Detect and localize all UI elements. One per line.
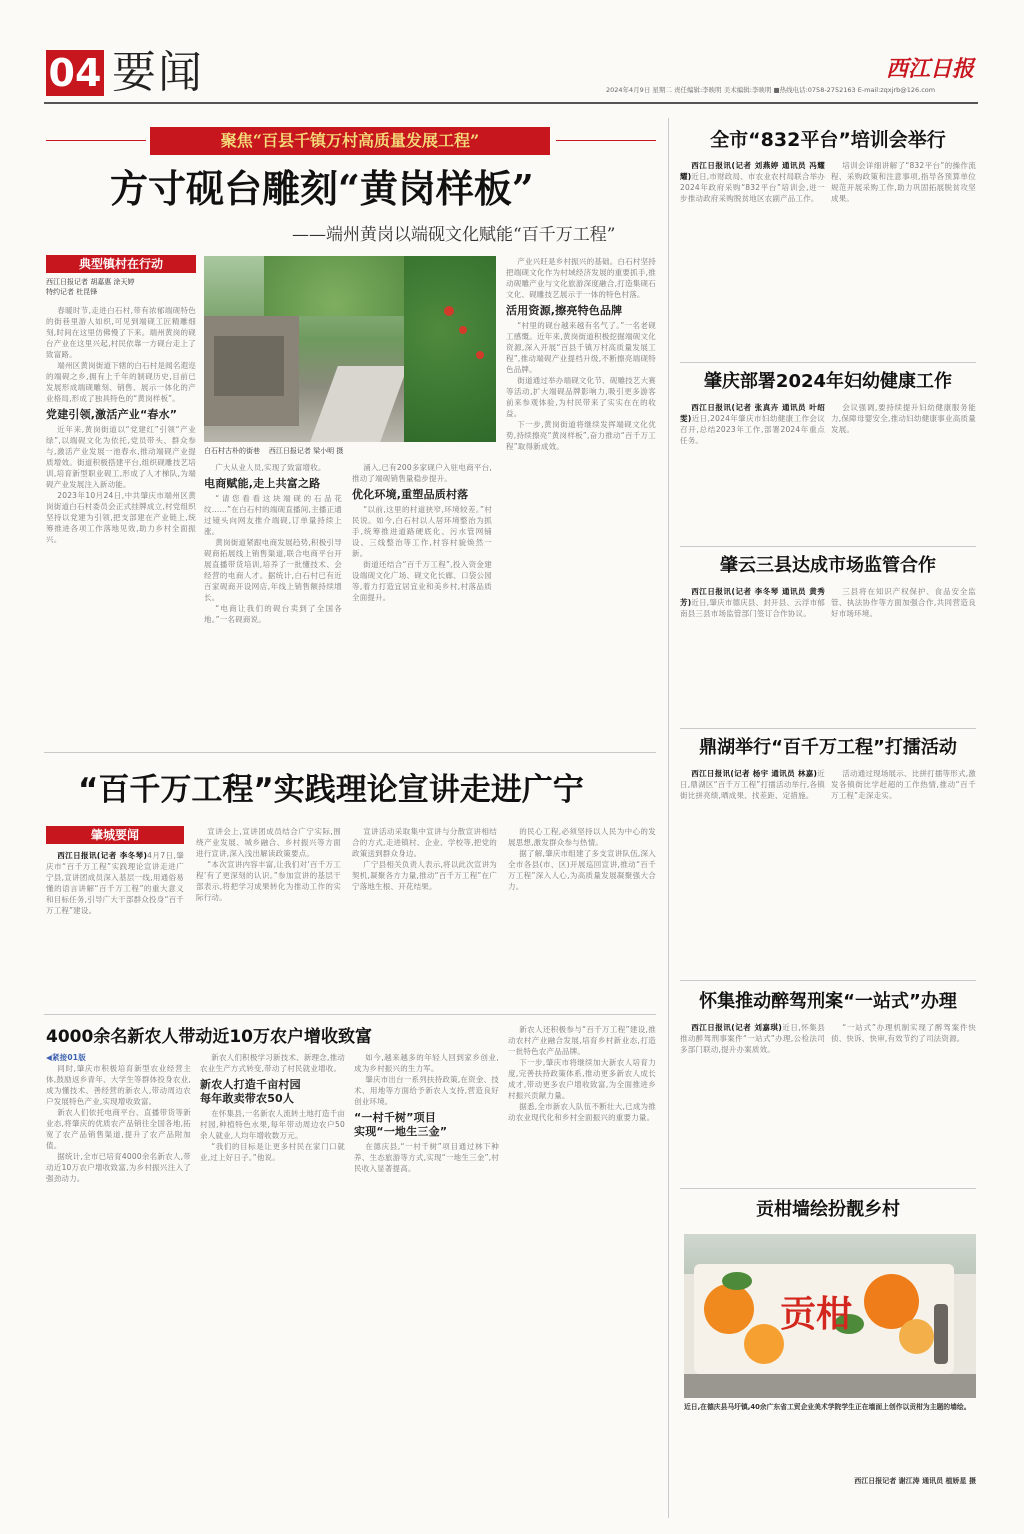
banner-rule <box>46 140 146 141</box>
masthead-logo: 西江日报 <box>886 56 975 82</box>
section-subhead: 电商赋能,走上共富之路 <box>204 477 321 490</box>
photo-caption: 白石村古朴的街巷 西江日报记者 梁小明 摄 <box>204 447 344 455</box>
page-number: 04 <box>46 50 104 96</box>
article-body: 西江日报讯(记者 杨宇 通讯员 林嘉)近日,鼎湖区“百千万工程”打擂活动举行,各镇街比拼亮绩,晒成果、找差距、定措施。 <box>680 769 825 800</box>
story-title: 怀集推动醉驾刑案“一站式”办理 <box>699 991 957 1012</box>
article-body: 产业兴旺是乡村振兴的基础。白石村坚持把端砚文化作为村域经济发展的重要抓手,推动砚雕产业与文化旅游深度融合,打造集砚石文化、砚雕技艺展示于一体的特色村落。 活用资源,擦亮特色品牌 “村里的砚台越来越有名气了。”一名老砚工感慨。近年来,黄岗街道积极挖掘端砚文化资源,深入开展“百县千镇万村高质量发展工程”,推动端砚产业提档升级,不断擦亮端砚特色品牌。 街道通过举办端砚文化节、砚雕技艺大赛等活动,扩大端砚品牌影响力,吸引更多游客前来参观体验,为村民带来了实实在在的收益。 下一步,黄岗街道将继续发挥端砚文化优势,持续擦亮“黄岗样板”,奋力推动“百千万工程”取得新成效。 <box>506 257 656 451</box>
bottom-title: 4000余名新农人带动近10万农户增收致富 <box>46 1027 372 1047</box>
section-subhead: 活用资源,擦亮特色品牌 <box>506 304 623 317</box>
story-divider <box>680 728 976 729</box>
article-body: 春暖时节,走进白石村,带有浓郁端砚特色的街巷里游人如织,可见到端砚工匠精雕细刻,时间在这里仿佛慢了下来。端州黄岗的砚台产业在这里兴起,村民依靠一方砚台走上了致富路。 端州区黄岗街道下辖的白石村是闻名遐迩的端砚之乡,拥有上千年的制砚历史,目前已发展形成端砚雕刻、销售、展示一体化的产业格局,形成了独具特色的“黄岗样板”。 党建引领,激活产业“春水” 近年来,黄岗街道以“党建红”引领“产业绿”,以端砚文化为依托,党员带头、群众参与,激活产业发展一池春水,推动端砚产业提质增效。街道积极搭建平台,组织砚雕技艺培训,培育新型职业砚工,形成了人才梯队,为端砚产业发展注入新动能。 2023年10月24日,中共肇庆市端州区黄岗街道白石村委员会正式挂牌成立,村党组织坚持以党建为引领,把支部建在产业链上,统筹推进各项工作落地见效,助力乡村全面振兴。 <box>46 306 196 544</box>
article-body: 西江日报讯(记者 刘燕婷 通讯员 冯耀耀)近日,市财政局、市农业农村局联合举办2024年政府采购“832平台”培训会,进一步推动政府采购脱贫地区农副产品工作。 <box>680 161 825 203</box>
section-tag: 典型镇村在行动 <box>46 255 196 273</box>
section-rule <box>44 752 656 753</box>
article-body: 涌入,已有200多家砚户入驻电商平台,推动了端砚销售量稳步提升。 优化环境,重塑品质村落 “以前,这里的村道狭窄,环境较差。”村民说。如今,白石村以人居环境整治为抓手,统筹推进道路硬底化、污水管网铺设、三线整治等工作,村容村貌焕然一新。 街道还结合“百千万工程”,投入资金建设端砚文化广场、砚文化长廊、口袋公园等,着力打造宜居宜业和美乡村,村落品质全面提升。 <box>352 463 492 602</box>
mid-title: “百千万工程”实践理论宣讲走进广宁 <box>78 772 584 808</box>
section-rule <box>44 1014 656 1015</box>
article-body: “一站式”办理机制实现了醉驾案件快侦、快诉、快审,有效节约了司法资源。 <box>831 1023 976 1043</box>
article-body: 西江日报讯(记者 刘嘉琪)近日,怀集县推动醉驾刑事案件“一站式”办理,公检法司多部门联动,提升办案质效。 <box>680 1023 825 1054</box>
story-title: 肇云三县达成市场监管合作 <box>720 555 936 576</box>
photo-caption: 近日,在德庆县马圩镇,40余广东省工贸企业美术学院学生正在墙面上创作以贡柑为主题的墙绘。 <box>684 1403 971 1411</box>
article-body: 的民心工程,必须坚持以人民为中心的发展思想,激发群众参与热情。 据了解,肇庆市组建了多支宣讲队伍,深入全市各县(市、区)开展巡回宣讲,推动“百千万工程”深入人心,为高质量发展凝聚强大合力。 <box>508 827 656 891</box>
header-meta: 2024年4月9日 星期二 责任编辑:李映明 美术编辑:李映明 ■热线电话:0758-2752163 E-mail:zqxjrb@126.com <box>606 86 936 94</box>
story-divider <box>680 362 976 363</box>
section-subhead: 党建引领,激活产业“春水” <box>46 408 178 421</box>
photo-credit: 西江日报记者 谢江涛 通讯员 植娇星 摄 <box>854 1477 976 1485</box>
story-title: 肇庆部署2024年妇幼健康工作 <box>703 371 953 392</box>
story-divider <box>680 1188 976 1189</box>
article-body: 广大从业人员,实现了致富增收。 电商赋能,走上共富之路 “请您看看这块端砚的石品花纹……”在白石村的端砚直播间,主播正通过镜头向网友推介端砚,订单量持续上涨。 黄岗街道紧跟电商发展趋势,积极引导砚商拓展线上销售渠道,联合电商平台开展直播带货培训,培养了一批懂技术、会经营的电商人才。据统计,白石村已有近百家砚商开设网店,年线上销售额持续增长。 “电商让我们的砚台卖到了全国各地。”一名砚商说。 <box>204 463 342 624</box>
section-tag: 肇城要闻 <box>46 826 184 844</box>
article-body: 如今,越来越多的年轻人回到家乡创业,成为乡村振兴的生力军。 肇庆市出台一系列扶持政策,在资金、技术、用地等方面给予新农人支持,营造良好创业环境。 “一村千树”项目 实现“一地生三金” 在德庆县,“一村千树”项目通过林下种养、生态旅游等方式,实现“一地生三金”,村民收入显著提高。 <box>354 1053 499 1173</box>
header-rule <box>44 102 978 104</box>
section-name: 要闻 <box>112 47 204 98</box>
article-body: 宣讲活动采取集中宣讲与分散宣讲相结合的方式,走进镇村、企业、学校等,把党的政策送到群众身边。 广宁县相关负责人表示,将以此次宣讲为契机,凝聚各方力量,推动“百千万工程”在广宁落地生根、开花结果。 <box>352 827 497 891</box>
column-divider <box>668 118 669 1518</box>
article-body: 宣讲会上,宣讲团成员结合广宁实际,围绕产业发展、城乡融合、乡村振兴等方面进行宣讲,深入浅出解读政策要点。 “本次宣讲内容丰富,让我们对‘百千万工程’有了更深刻的认识。”参加宣讲的基层干部表示,将把学习成果转化为推动工作的实际行动。 <box>196 827 341 902</box>
article-body: 西江日报讯(记者 李冬琴)4月7日,肇庆市“百千万工程”实践理论宣讲走进广宁县,宣讲团成员深入基层一线,用通俗易懂的语言讲解“百千万工程”的重大意义和目标任务,引导广大干部群众投身“百千万工程”建设。 <box>46 851 184 915</box>
section-subhead: 优化环境,重塑品质村落 <box>352 488 469 501</box>
section-subhead: “一村千树”项目 实现“一地生三金” <box>354 1111 448 1138</box>
article-body: ◀紧接01版 同时,肇庆市积极培育新型农业经营主体,鼓励返乡青年、大学生等群体投身农业,成为懂技术、善经营的新农人,带动周边农户发展特色产业,实现增收致富。 新农人们依托电商平台、直播带货等新业态,将肇庆的优质农产品销往全国各地,拓宽了农产品销售渠道,提升了农产品附加值。 据统计,全市已培育4000余名新农人,带动近10万农户增收致富,为乡村振兴注入了强劲动力。 <box>46 1053 191 1183</box>
story-title: 贡柑墙绘扮靓乡村 <box>756 1199 900 1220</box>
mural-lettering: 贡柑 <box>780 1293 853 1335</box>
section-subhead: 新农人打造千亩村园 每年敢卖带农50人 <box>200 1078 301 1105</box>
story-divider <box>680 980 976 981</box>
story-title: 鼎湖举行“百千万工程”打擂活动 <box>699 737 957 758</box>
article-body: 西江日报讯(记者 张真卉 通讯员 叶绍雯)近日,2024年肇庆市妇幼健康工作会议召开,总结2023年工作,部署2024年重点任务。 <box>680 403 825 445</box>
article-body: 西江日报讯(记者 李冬琴 通讯员 黄秀芳)近日,肇庆市德庆县、封开县、云浮市郁南县三县市场监管部门签订合作协议。 <box>680 587 825 618</box>
article-body: 三县将在知识产权保护、食品安全监管、执法协作等方面加强合作,共同营造良好市场环境。 <box>831 587 976 618</box>
article-body: 新农人们积极学习新技术、新理念,推动农业生产方式转变,带动了村民就业增收。 新农人打造千亩村园 每年敢卖带农50人 在怀集县,一名新农人流转土地打造千亩村园,种植特色水果,每年带动周边农户50余人就业,人均年增收数万元。 “我们的目标是让更多村民在家门口就业,过上好日子。”他说。 <box>200 1053 345 1162</box>
lead-photo <box>204 256 496 442</box>
mural-photo <box>684 1234 976 1398</box>
article-body: 会议强调,要持续提升妇幼健康服务能力,保障母婴安全,推动妇幼健康事业高质量发展。 <box>831 403 976 434</box>
banner-rule <box>556 140 656 141</box>
article-body: 培训会详细讲解了“832平台”的操作流程、采购政策和注意事项,指导各预算单位规范开展采购工作,助力巩固拓展脱贫攻坚成果。 <box>831 161 976 203</box>
story-title: 全市“832平台”培训会举行 <box>710 129 946 151</box>
byline: 西江日报记者 胡嘉惠 涂天婷 特约记者 杜昆锋 <box>46 278 135 296</box>
banner: 聚焦“百县千镇万村高质量发展工程” <box>150 127 550 155</box>
lead-title: 方寸砚台雕刻“黄岗样板” <box>110 166 534 211</box>
story-divider <box>680 546 976 547</box>
lead-subtitle: ——端州黄岗以端砚文化赋能“百千万工程” <box>292 225 616 245</box>
article-body: 活动通过现场展示、比拼打擂等形式,激发各镇街比学赶超的工作热情,推动“百千万工程”走深走实。 <box>831 769 976 800</box>
article-body: 新农人还积极参与“百千万工程”建设,推动农村产业融合发展,培育乡村新业态,打造一批特色农产品品牌。 下一步,肇庆市将继续加大新农人培育力度,完善扶持政策体系,推动更多新农人成长成才,带动更多农户增收致富,为全面推进乡村振兴贡献力量。 据悉,全市新农人队伍不断壮大,已成为推动农业现代化和乡村全面振兴的重要力量。 <box>508 1025 656 1122</box>
